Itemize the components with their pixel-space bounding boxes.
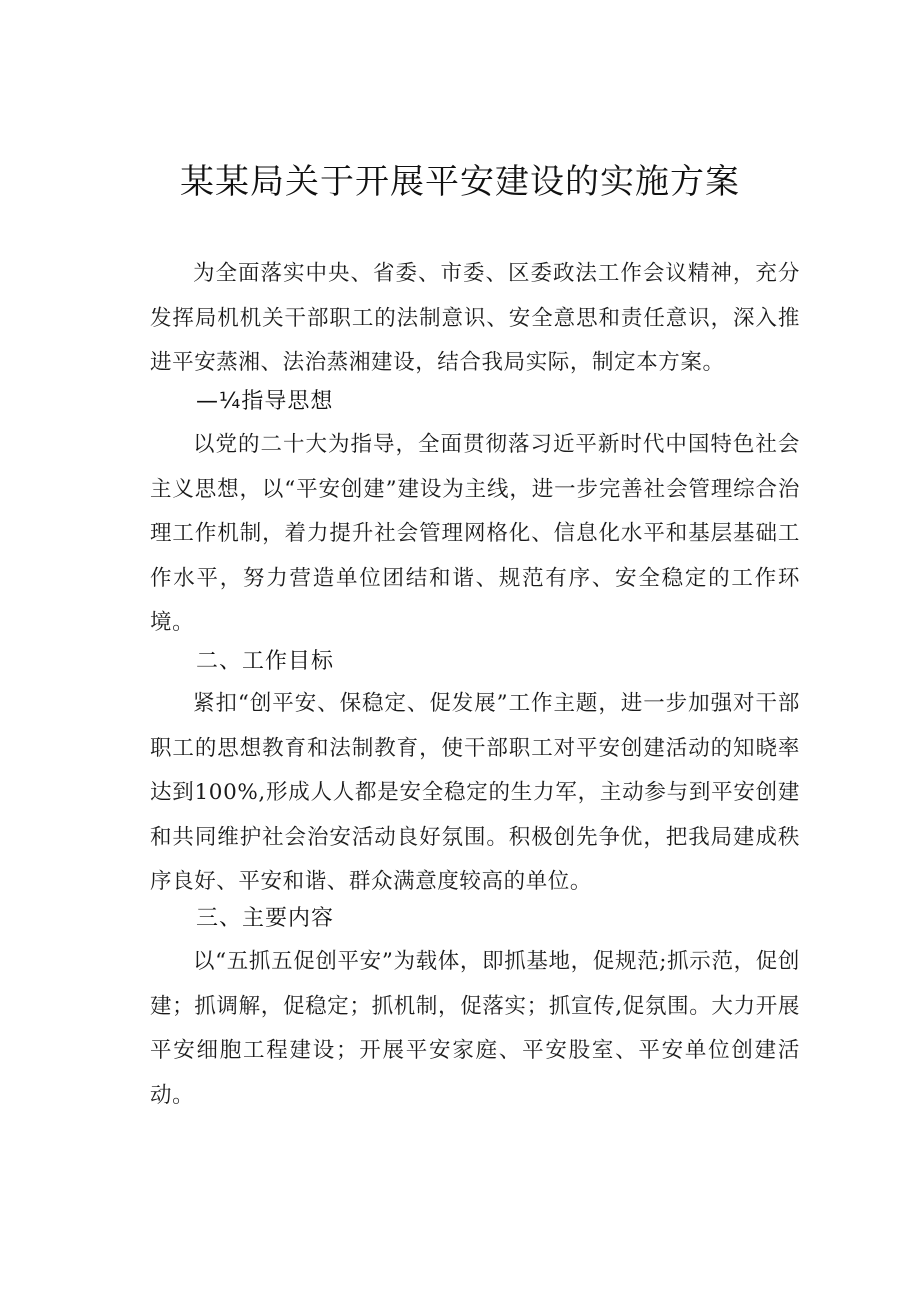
section-body-work-goals: 紧扣“创平安、保稳定、促发展”工作主题，进一步加强对干部职工的思想教育和法制教育，使干部职工对平安创建活动的知晓率达到100%,形成人人都是安全稳定的生力军，主动参与到平安创建和共同维护社会治安活动良好氛围。积极创先争优，把我局建成秩序良好、平安和谐、群众满意度较高的单位。 xyxy=(150,691,800,894)
section-heading-guiding-thought: —¼指导思想 xyxy=(196,389,334,414)
section-body-main-content: 以“五抓五促创平安”为载体，即抓基地，促规范;抓示范，促创建；抓调解，促稳定；抓机制，促落实；抓宣传,促氛围。大力开展平安细胞工程建设；开展平安家庭、平安股室、平安单位创建活动。 xyxy=(150,949,800,1108)
section-heading-main-content: 三、主要内容 xyxy=(196,906,335,931)
intro-paragraph: 为全面落实中央、省委、市委、区委政法工作会议精神，充分发挥局机机关干部职工的法制意识、安全意思和责任意识，深入推进平安蒸湘、法治蒸湘建设，结合我局实际，制定本方案。 xyxy=(150,261,800,375)
section-body-guiding-thought: 以党的二十大为指导，全面贯彻落习近平新时代中国特色社会主义思想，以“平安创建”建设为主线，进一步完善社会管理综合治理工作机制，着力提升社会管理网格化、信息化水平和基层基础工作水平，努力营造单位团结和谐、规范有序、安全稳定的工作环境。 xyxy=(150,432,800,635)
section-heading-work-goals: 二、工作目标 xyxy=(196,649,335,674)
document-title: 某某局关于开展平安建设的实施方案 xyxy=(180,162,740,202)
